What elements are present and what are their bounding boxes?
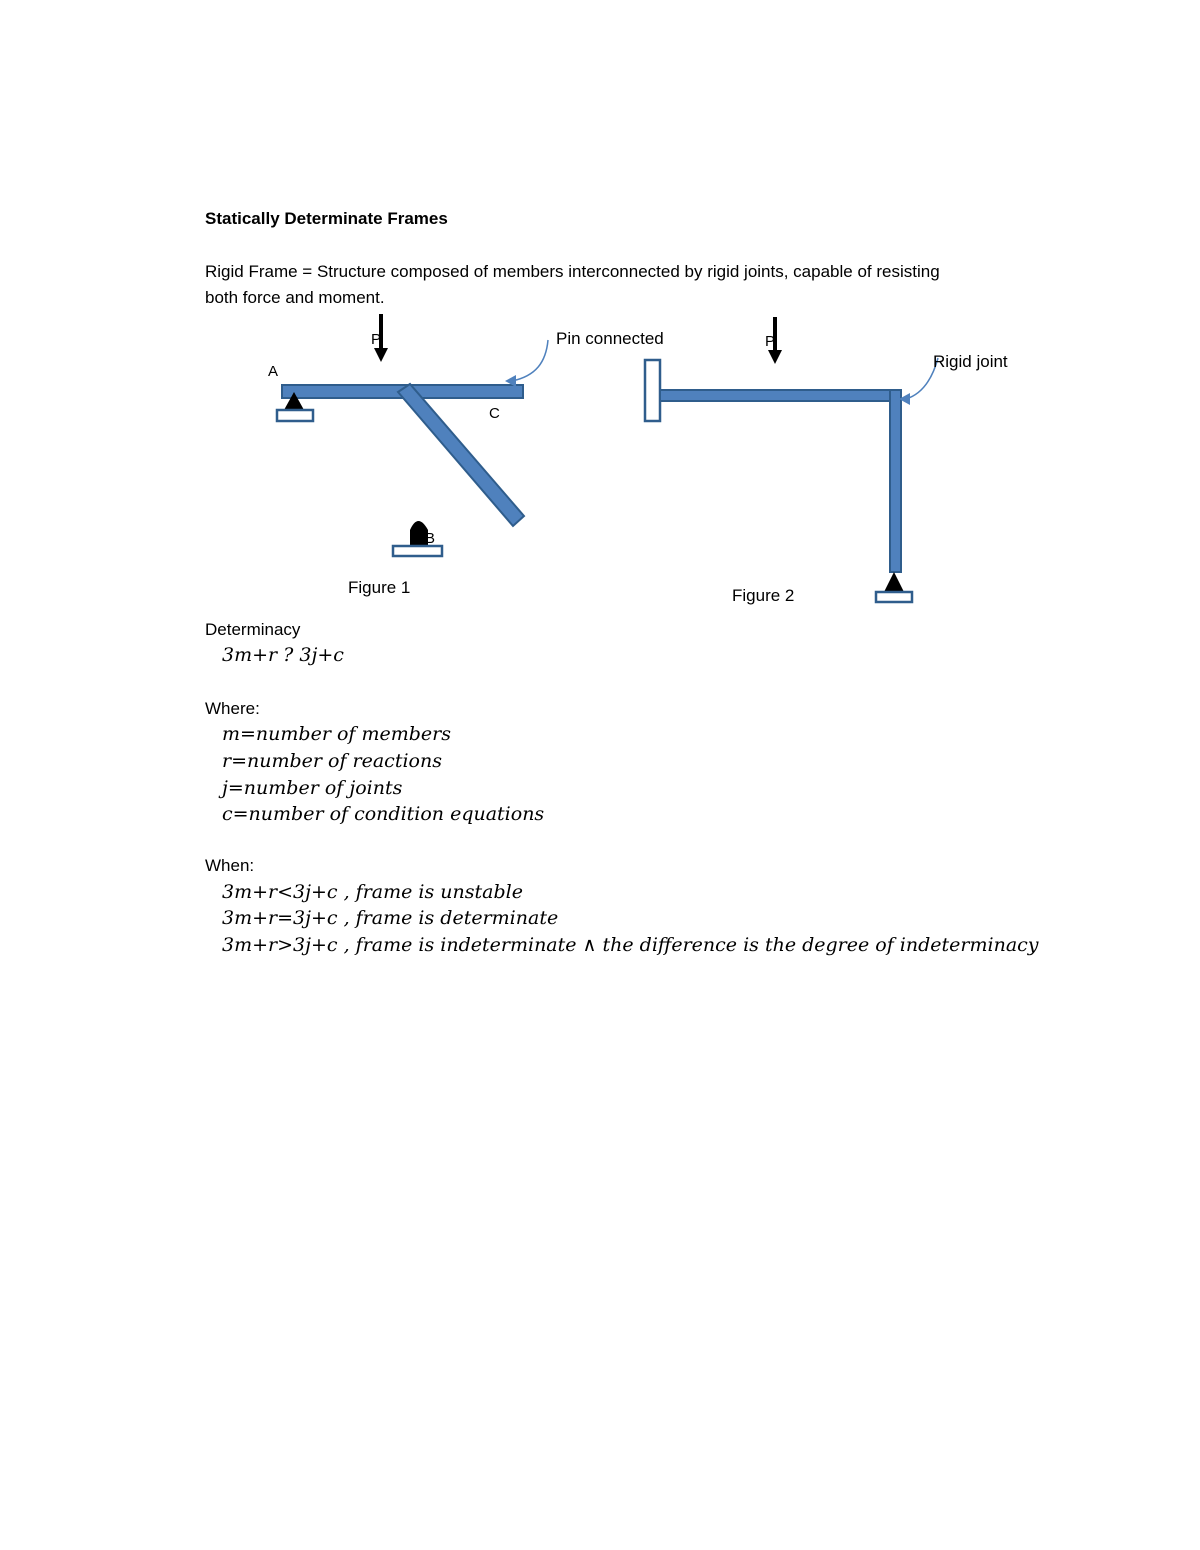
definition-c: c=number of condition equations xyxy=(222,803,545,825)
definition-line-1: Rigid Frame = Structure composed of members interconnected by rigid joints, capable of resisting xyxy=(205,262,940,281)
definition-m: m=number of members xyxy=(222,723,451,745)
definition-r: r=number of reactions xyxy=(222,750,442,772)
support-2-base xyxy=(876,592,912,602)
case-indeterminate: 3m+r>3j+c , frame is indeterminate ∧ the difference is the degree of indeterminacy xyxy=(222,934,1039,956)
diagonal-member xyxy=(398,384,524,526)
fixed-support xyxy=(645,360,660,421)
figure-1-load-label: P xyxy=(371,331,382,348)
support-a-label: A xyxy=(268,363,279,380)
frame-column xyxy=(890,390,901,572)
when-heading: When: xyxy=(205,856,255,875)
load-arrow-2-icon xyxy=(768,350,782,364)
support-a-base xyxy=(277,410,313,421)
load-arrow-1-icon xyxy=(374,348,388,362)
definition-line-2: both force and moment. xyxy=(205,288,385,307)
figure-1-diagram xyxy=(0,0,1200,620)
frame-beam xyxy=(660,390,901,401)
pin-connected-callout: Pin connected xyxy=(556,329,664,348)
definition-j: j=number of joints xyxy=(222,777,403,799)
callout-curve-1 xyxy=(512,340,548,381)
where-heading: Where: xyxy=(205,699,260,718)
support-b-base xyxy=(393,546,442,556)
figure-1-caption: Figure 1 xyxy=(348,578,411,597)
page-title: Statically Determinate Frames xyxy=(205,209,448,228)
pin-support-2-icon xyxy=(884,572,904,592)
case-determinate: 3m+r=3j+c , frame is determinate xyxy=(222,907,559,929)
figure-2-load-label: P xyxy=(765,333,776,350)
joint-c-label: C xyxy=(489,405,500,422)
support-b-label: B xyxy=(425,530,436,547)
determinacy-heading: Determinacy xyxy=(205,620,301,639)
determinacy-formula: 3m+r ? 3j+c xyxy=(222,644,344,666)
rigid-joint-callout: Rigid joint xyxy=(933,352,1008,371)
figure-2-caption: Figure 2 xyxy=(732,586,795,605)
case-unstable: 3m+r<3j+c , frame is unstable xyxy=(222,881,523,903)
